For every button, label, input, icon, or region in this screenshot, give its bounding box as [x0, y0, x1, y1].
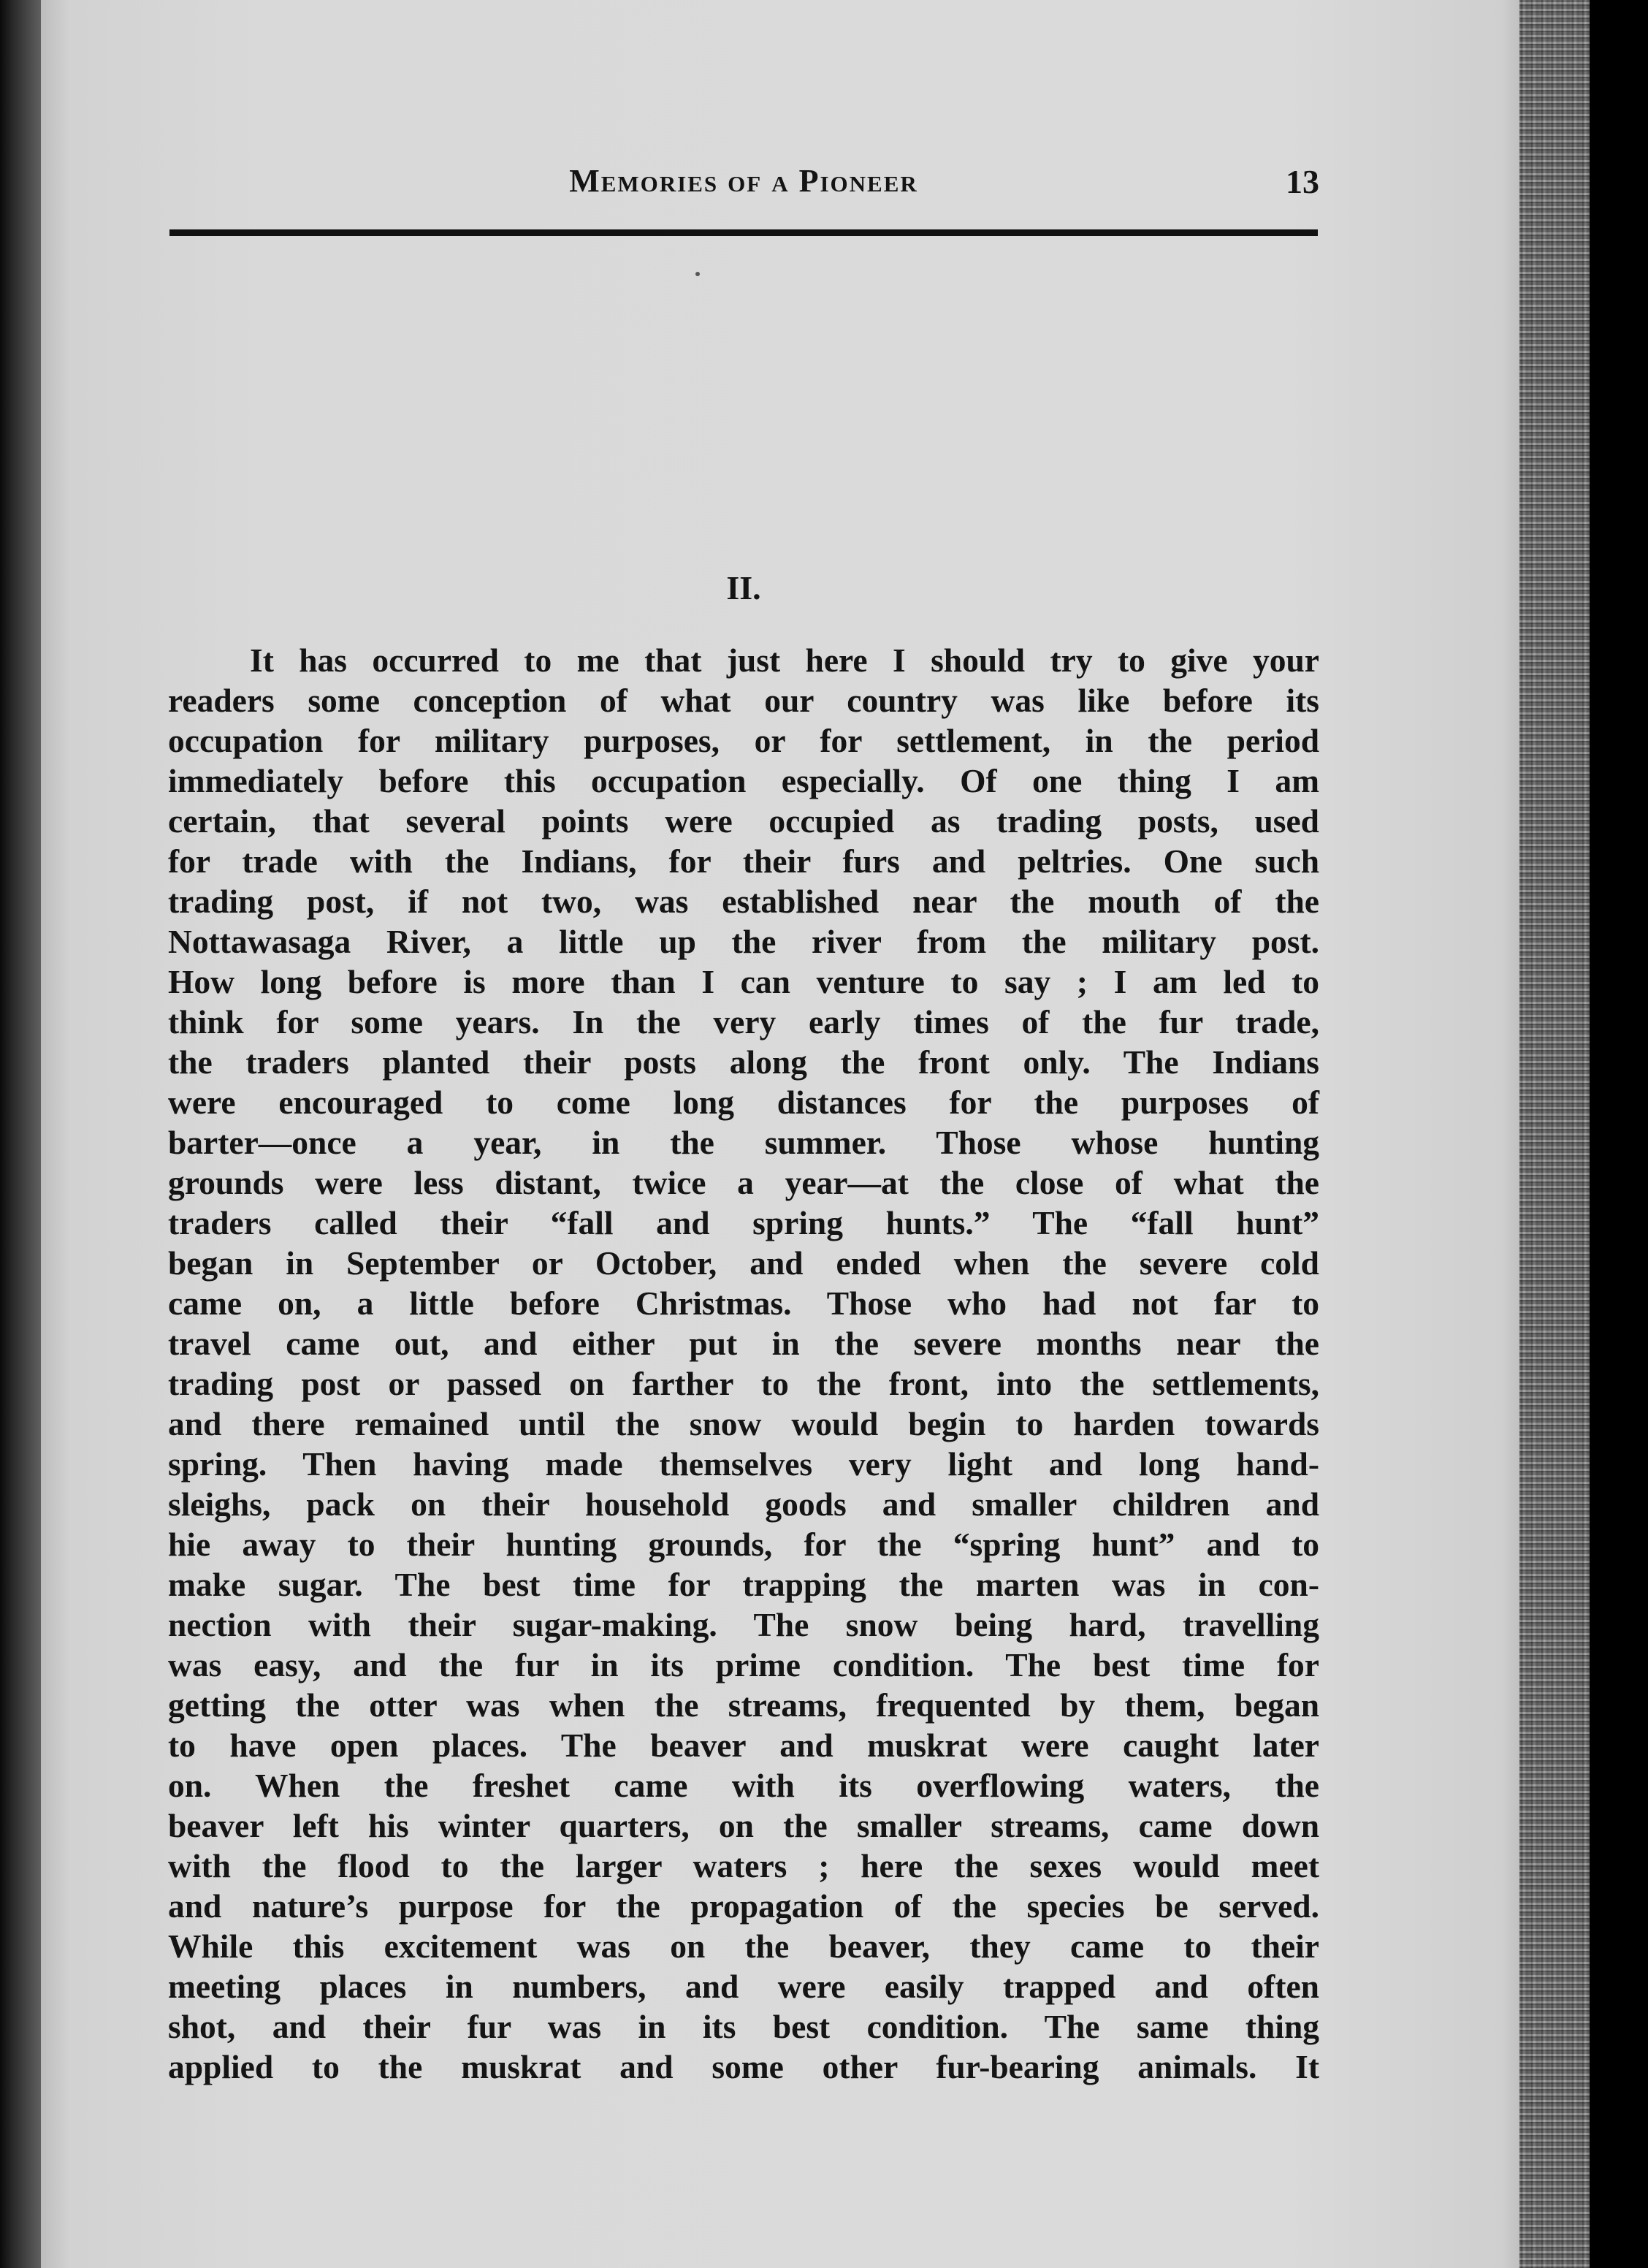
text-line: with the flood to the larger waters ; here the sexes would meet — [168, 1847, 1319, 1884]
text-line: think for some years. In the very early times of the fur trade, — [168, 1003, 1319, 1040]
text-line: for trade with the Indians, for their furs and peltries. One such — [168, 842, 1319, 880]
text-line: the traders planted their posts along the front only. The Indians — [168, 1043, 1319, 1081]
text-line: grounds were less distant, twice a year—at the close of what the — [168, 1164, 1319, 1201]
text-line: and nature’s purpose for the propagation of the species be served. — [168, 1887, 1319, 1925]
text-line: It has occurred to me that just here I should try to give your — [250, 642, 1319, 679]
text-line: on. When the freshet came with its overflowing waters, the — [168, 1767, 1319, 1804]
text-line: nection with their sugar-making. The snow being hard, travelling — [168, 1606, 1319, 1643]
text-line: meeting places in numbers, and were easily trapped and often — [168, 1968, 1319, 2005]
scan-border — [1590, 0, 1648, 2268]
page-number: 13 — [1286, 163, 1319, 200]
text-line: applied to the muskrat and some other fur-bearing animals. It — [168, 2048, 1319, 2085]
text-line: immediately before this occupation especially. Of one thing I am — [168, 762, 1319, 799]
text-line: How long before is more than I can venture to say ; I am led to — [168, 963, 1319, 1000]
text-line: trading post or passed on farther to the front, into the settlements, — [168, 1365, 1319, 1402]
text-line: began in September or October, and ended when the severe cold — [168, 1244, 1319, 1282]
print-speck — [695, 272, 700, 276]
text-line: was easy, and the fur in its prime condition. The best time for — [168, 1646, 1319, 1683]
text-line: traders called their “fall and spring hunts.” The “fall hunt” — [168, 1204, 1319, 1241]
header-rule — [169, 229, 1318, 236]
text-line: spring. Then having made themselves very light and long hand- — [168, 1445, 1319, 1483]
text-line: trading post, if not two, was established near the mouth of the — [168, 883, 1319, 920]
text-line: and there remained until the snow would begin to harden towards — [168, 1405, 1319, 1442]
chapter-heading: II. — [726, 569, 761, 606]
text-line: occupation for military purposes, or for settlement, in the period — [168, 722, 1319, 759]
running-head — [168, 162, 1319, 206]
text-line: make sugar. The best time for trapping the marten was in con- — [168, 1566, 1319, 1603]
text-line: certain, that several points were occupied as trading posts, used — [168, 802, 1319, 840]
page-edge-shadow — [1519, 0, 1590, 2268]
text-line: While this excitement was on the beaver, they came to their — [168, 1928, 1319, 1965]
text-line: readers some conception of what our country was like before its — [168, 682, 1319, 719]
body-text — [168, 640, 1319, 2087]
text-line: sleighs, pack on their household goods and smaller children and — [168, 1485, 1319, 1523]
text-line: getting the otter was when the streams, frequented by them, began — [168, 1686, 1319, 1724]
text-line: travel came out, and either put in the severe months near the — [168, 1325, 1319, 1362]
text-line: to have open places. The beaver and muskrat were caught later — [168, 1727, 1319, 1764]
text-line: were encouraged to come long distances for the purposes of — [168, 1084, 1319, 1121]
text-line: Nottawasaga River, a little up the river from the military post. — [168, 923, 1319, 960]
text-line: came on, a little before Christmas. Those who had not far to — [168, 1285, 1319, 1322]
text-line: hie away to their hunting grounds, for the “spring hunt” and to — [168, 1526, 1319, 1563]
binding-edge — [0, 0, 47, 2268]
running-title: Memories of a Pioneer — [569, 163, 918, 199]
text-line: beaver left his winter quarters, on the smaller streams, came down — [168, 1807, 1319, 1844]
text-line: barter—once a year, in the summer. Those whose hunting — [168, 1124, 1319, 1161]
text-line: shot, and their fur was in its best condition. The same thing — [168, 2008, 1319, 2045]
